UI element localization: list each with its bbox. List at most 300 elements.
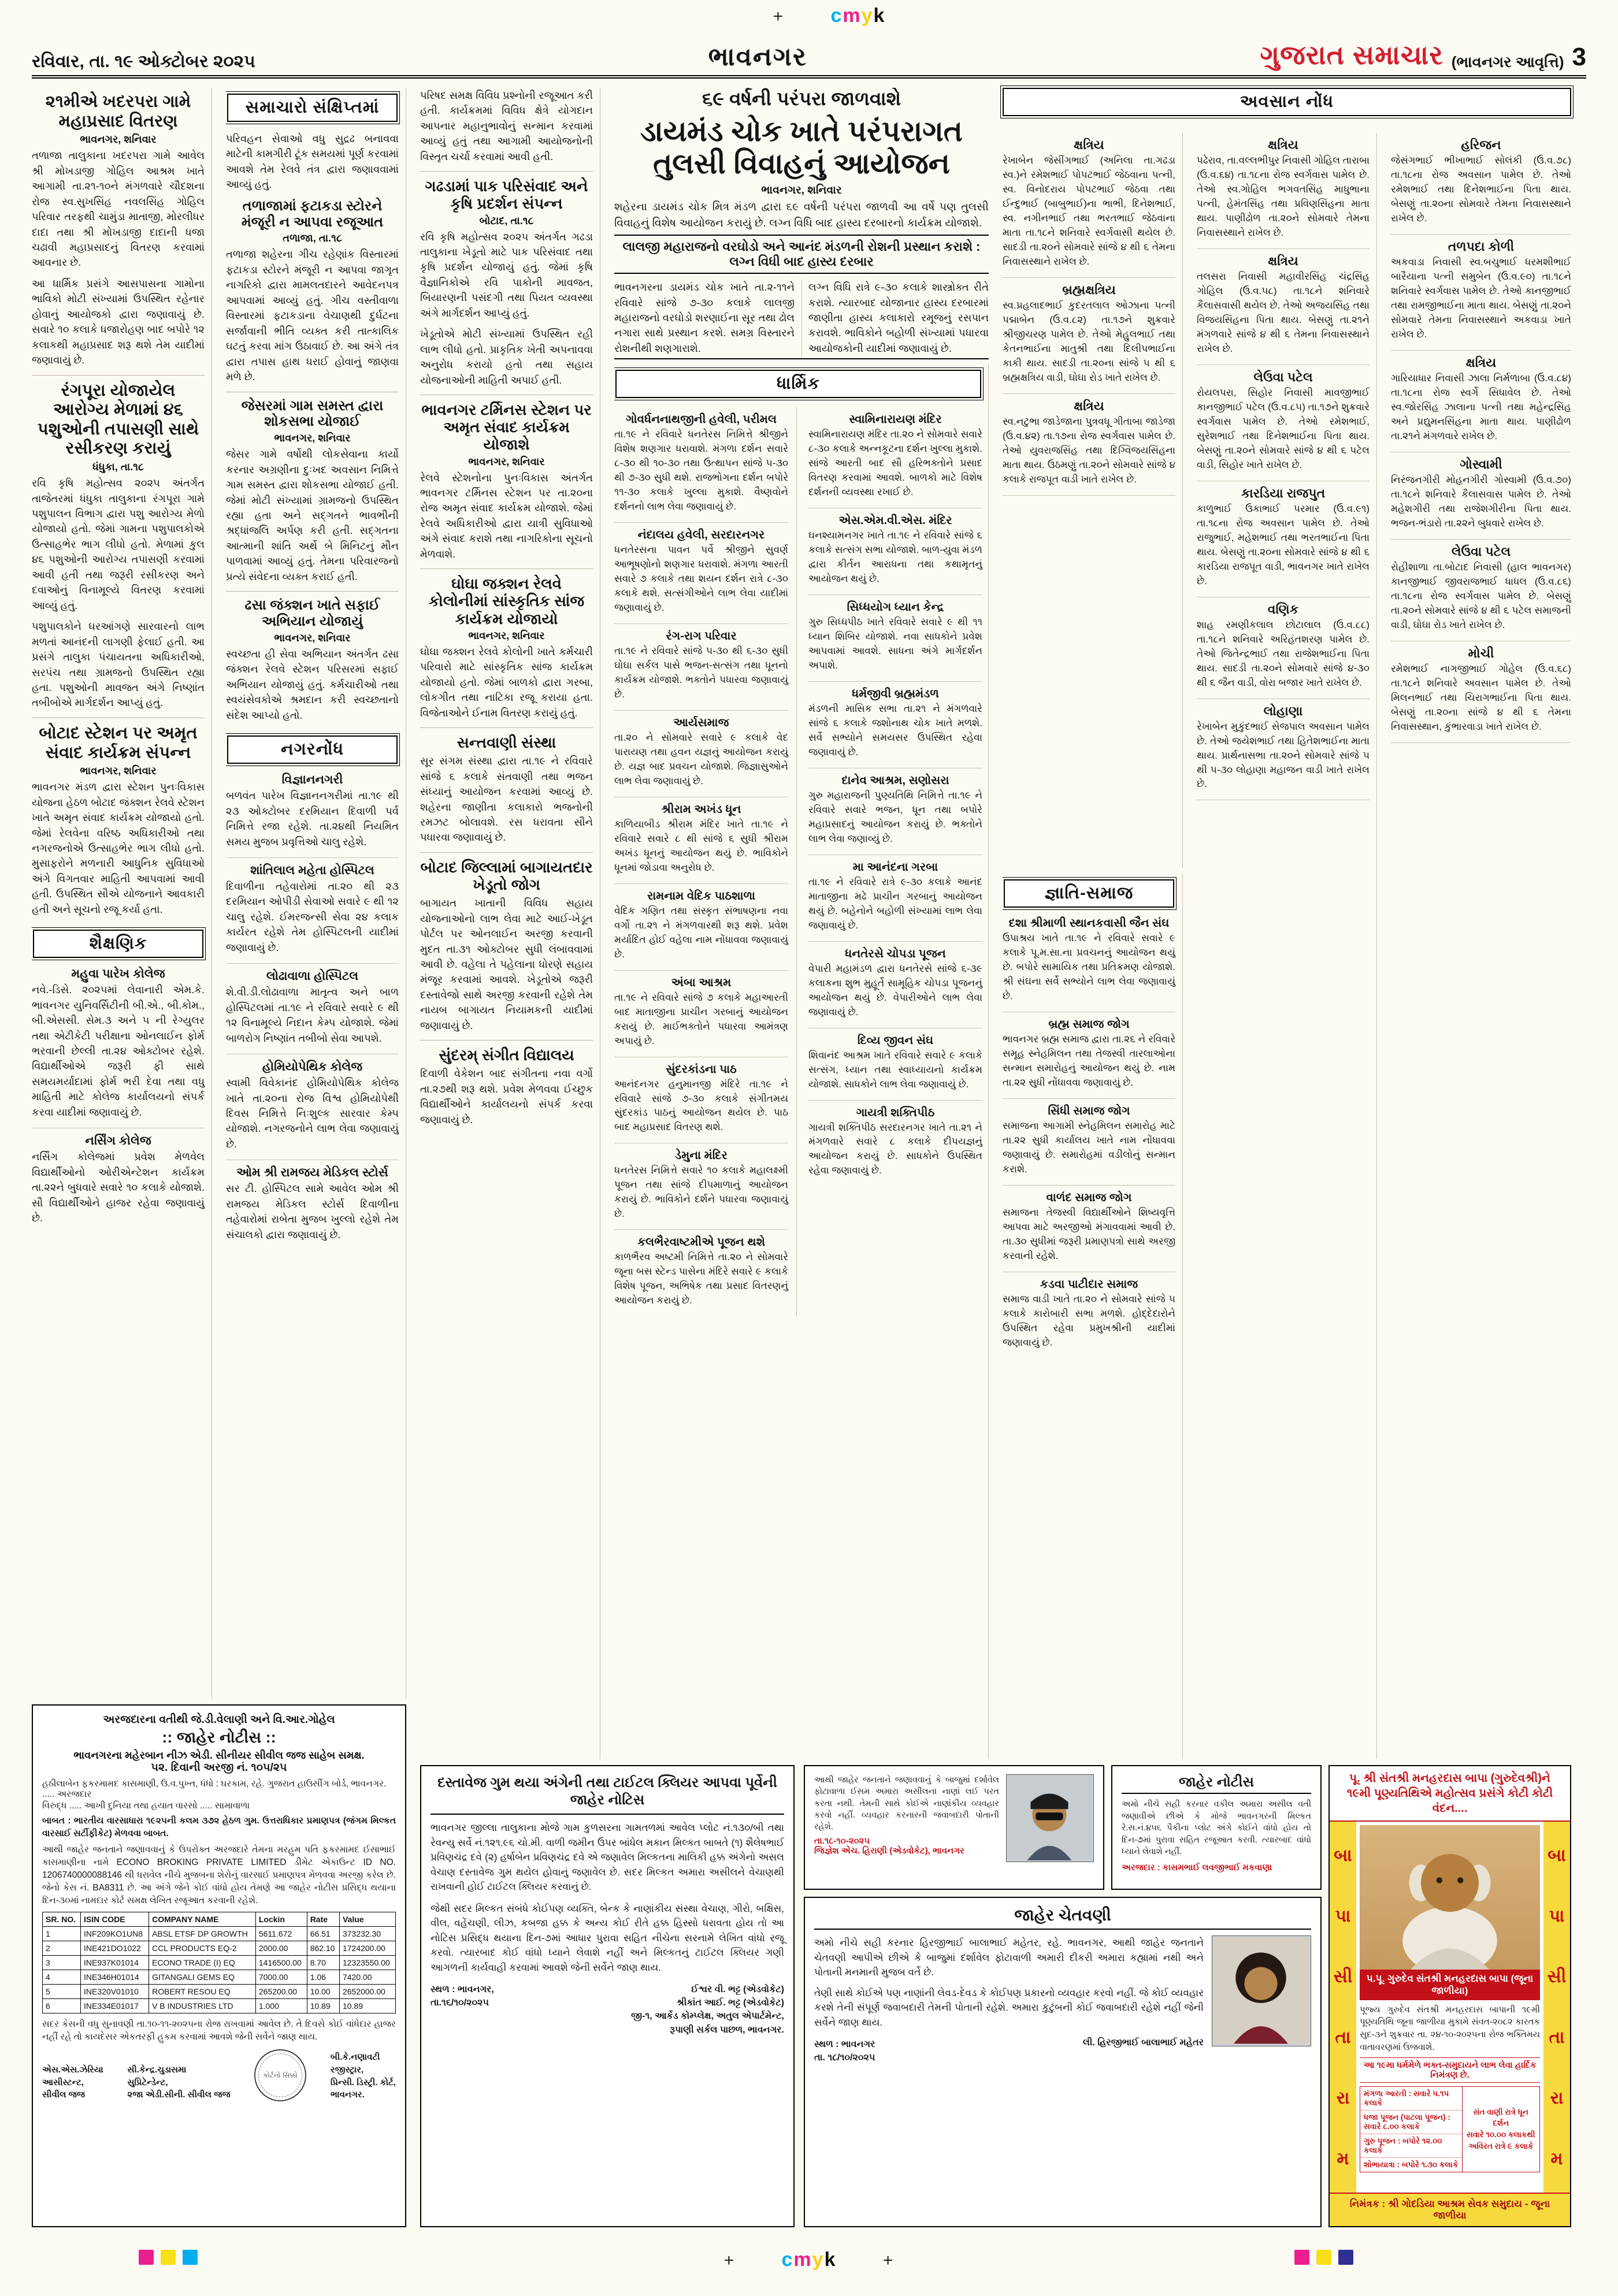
city-note-title: લોઢાવાળા હોસ્પિટલ xyxy=(266,969,359,983)
article-headline: બોટાદ સ્ટેશન પર અમૃત સંવાદ કાર્યક્રમ સંપન્ન xyxy=(39,723,198,762)
community-list xyxy=(1003,917,1175,1358)
shares-table-cell: 12323550.00 xyxy=(339,1956,395,1970)
obituary-item xyxy=(1197,602,1370,699)
shares-table-cell: V B INDUSTRIES LTD xyxy=(149,1999,256,2013)
brief-body: જેસર ગામે વર્ષોથી લોકસેવાના કાર્યો કરનાર અગ્રણીના દુઃખદ અવસાન નિમિત્તે ગામ સમસ્ત દ્વારા શોકસભા યોજાઈ હતી. જેમાં મોટી સંખ્યામાં ગ્રામજનો ઉપસ્થિત રહ્યા હતા અને સદ્ગતને ભાવભીની શ્રદ્ધાંજલિ અર્પણ કરી હતી. સદ્ગતના આત્માની શાંતિ અર્થે બે મિનિટનું મૌન પાળવામાં આવ્યું હતું. તેમના પરિવારજનો પ્રત્યે સંવેદના વ્યક્ત કરાઈ હતી. xyxy=(226,448,399,582)
article-headline: ગઢડામાં પાક પરિસંવાદ અને કૃષિ પ્રદર્શન સંપન્ન xyxy=(425,177,588,213)
shares-table-cell: 66.51 xyxy=(307,1927,339,1941)
section-header-education: શૈક્ષણિક xyxy=(33,930,203,958)
religion-notice-title: મા આનંદના ગરબા xyxy=(852,860,938,874)
ad-schedule-right xyxy=(1463,2087,1539,2172)
obituary-body: પઢેરાવ, તા.વલ્લભીપુર નિવાસી ગોહિલ તારાબા (ઉ.વ.૬૪) તા.૧૮ના રોજ સ્વર્ગવાસ પામેલ છે. તેઓ સ્વ.ગોહિલ ભગવતસિંહ માધુભાના પત્ની, હેમંતસિંહ તથા પ્રવિણસિંહના માતા થાય. પાણીઢોળ તા.૨૦ને સોમવારે તેમના નિવાસસ્થાને રાખેલ છે. xyxy=(1197,155,1370,238)
obituary-community: હરિજન xyxy=(1461,138,1501,152)
obituary-community: ગોસ્વામી xyxy=(1460,456,1502,471)
religion-notice-title: રામનામ વેદિક પાઠશાળા xyxy=(647,889,755,902)
article-paragraph: રવિ કૃષિ મહોત્સવ ૨૦૨૫ અંતર્ગત ગઢડા તાલુકાના ખેડૂતો માટે પાક પરિસંવાદ તથા કૃષિ પ્રદર્શન યોજાયું હતું. જેમાં કૃષિ વૈજ્ઞાનિકોએ રવિ પાકોની માવજત, બિયારણની પસંદગી તથા પિયત વ્યવસ્થા અંગે માર્ગદર્શન આપ્યું હતું. xyxy=(420,231,593,319)
shares-table-cell: INE421DO1022 xyxy=(81,1941,149,1956)
obituary-community: ક્ષત્રિય xyxy=(1268,138,1298,152)
memorial-advertisement xyxy=(1328,1765,1571,2227)
color-patch xyxy=(183,2250,198,2265)
shares-table-row xyxy=(43,1970,396,1985)
shares-table-cell: 10.89 xyxy=(307,1999,339,2013)
article-headline: સન્તવાણી સંસ્થા xyxy=(457,734,556,752)
obituary-body: સ્વ.નટુભા જાડેજાના પુત્રવધૂ ગીતાબા જાડેજા (ઉ.વ.૪૨) તા.૧૭ના રોજ સ્વર્ગવાસ પામેલ છે. તેઓ યુવરાજસિંહ તથા દિગ્વિજયસિંહના માતા થાય. ઉઠમણું તા.૨૦ને સોમવારે સાંજે ૪ કલાકે રાજપૂત વાડી ખાતે રાખેલ છે. xyxy=(1003,415,1175,485)
shares-table-row xyxy=(43,1985,396,1999)
feature-body xyxy=(614,280,989,359)
shares-table-cell: 5 xyxy=(43,1985,81,1999)
obituary-body: ગારિયાધાર નિવાસી ઝાલા નિર્મળાબા (ઉ.વ.૮૪) તા.૧૮ના રોજ સ્વર્ગે સિધાવેલ છે. તેઓ સ્વ.જોરસિંહ ઝાલાના પત્ની તથા મહેન્દ્રસિંહ અને પ્રદ્યુમનસિંહના માતા થાય. પાણીઢોળ તા.૨૧ને મંગળવારે રાખેલ છે. xyxy=(1391,372,1571,441)
community-notice xyxy=(1003,917,1175,1012)
community-notice-body: સમાજ વાડી ખાતે તા.૨૦ ને સોમવારે સાંજે ૫ કલાકે કારોબારી સભા મળશે. હોદ્દેદારોને ઉપસ્થિત રહેવા પ્રમુખશ્રીની યાદીમાં જણાવાયું છે. xyxy=(1003,1293,1175,1348)
section-header-community: જ્ઞાતિ-સમાજ xyxy=(1004,879,1174,908)
city-note-body: બળવંત પારેખ વિજ્ઞાનનગરીમાં તા.૧૯ થી ૨૩ ઓક્ટોબર દરમિયાન દિવાળી પર્વ નિમિત્તે રજા રહેશે. તા.૨૪થી નિયમિત સમય મુજબ પ્રવૃત્તિઓ ચાલુ રહેશે. xyxy=(226,790,399,848)
obituary-list xyxy=(1003,138,1175,496)
shares-table-cell: 862.10 xyxy=(307,1941,339,1956)
education-notice xyxy=(32,1134,205,1234)
woman-portrait-photo xyxy=(1212,1935,1311,2046)
strip-letter: સી xyxy=(1547,1967,1567,1986)
city-note-title: શાંતિલાલ મહેતા હોસ્પિટલ xyxy=(250,864,374,878)
community-notice-title: કડવા પાટીદાર સમાજ xyxy=(1040,1277,1138,1291)
shares-table-cell: 2 xyxy=(43,1941,81,1956)
religion-column-left xyxy=(614,407,797,1316)
religion-notice xyxy=(614,1236,788,1316)
obituary-item xyxy=(1391,457,1571,540)
city-note-title: ઓમ શ્રી રામજય મેડિકલ સ્ટોર્સ xyxy=(236,1166,388,1180)
religion-notice xyxy=(808,514,982,595)
article-dateline: ભાવનગર, શનિવાર xyxy=(80,133,157,146)
article-body xyxy=(420,753,593,845)
shares-table-row xyxy=(43,1956,396,1970)
news-article xyxy=(32,724,205,924)
signature-line: સીવીલ જજ xyxy=(42,2090,85,2100)
public-notice-heading: જાહેર નોટીસ xyxy=(1122,1774,1311,1794)
community-notice-title: દશા શ્રીમાળી સ્થાનકવાસી જૈન સંઘ xyxy=(1008,917,1170,930)
shares-table-cell: INE320V01010 xyxy=(81,1985,149,1999)
religion-notice-body: વેપારી મહામંડળ દ્વારા ધનતેરસે સાંજે ૬-૩૯ કલાકના શુભ મુહૂર્તે સામૂહિક ચોપડા પૂજનનું આયોજન થયું છે. વેપારીઓને લાભ લેવા જણાવાયું છે. xyxy=(808,963,982,1017)
article-headline: ૨૧મીએ ખદરપરા ગામે મહાપ્રસાદ વિતરણ xyxy=(45,92,191,131)
obituary-community: મોચી xyxy=(1468,645,1494,660)
religion-notice-title: દિવ્ય જીવન સંઘ xyxy=(857,1034,934,1047)
city-note-body: શે.વી.ડી.લોઢાવાળા માતૃત્વ અને બાળ હોસ્પિટલમાં તા.૧૯ ને રવિવારે સવારે ૯ થી ૧૨ વિનામૂલ્યે નિદાન કેમ્પ યોજાશે. જેમાં બાળરોગ નિષ્ણાંત તબીબો સેવા આપશે. xyxy=(226,986,399,1044)
community-notice-body: સમાજના આગામી સ્નેહમિલન સમારોહ માટે તા.૨૨ સુધી કાર્યાલય ખાતે નામ નોંધાવવા જણાવાયું છે. સમારોહમાં વડીલોનું સન્માન કરાશે. xyxy=(1003,1120,1175,1175)
obituary-item xyxy=(1003,283,1175,394)
ad-schedule-list xyxy=(1360,2087,1463,2172)
strip-letter: પા xyxy=(1335,1906,1351,1926)
news-article xyxy=(420,401,593,569)
strip-letter: બા xyxy=(1334,1845,1352,1865)
city-note xyxy=(226,773,399,858)
shares-table xyxy=(42,1912,396,2013)
shares-table-cell: 1.06 xyxy=(307,1970,339,1985)
shares-table-cell: INE937K01014 xyxy=(81,1956,149,1970)
photo-notice-signatory: જિજ્ઞેશ એચ. હિરાણી (એડવોકેટ), ભાવનગર xyxy=(814,1846,964,1856)
article-dateline: ભાવનગર, શનિવાર xyxy=(468,455,545,467)
color-patch xyxy=(1338,2250,1353,2265)
article-body xyxy=(420,229,593,388)
religion-notice xyxy=(614,976,788,1057)
article-body xyxy=(420,644,593,720)
photo-notice-text xyxy=(814,1774,999,1881)
obituary-item xyxy=(1197,486,1370,597)
religion-notice-title: ધર્મજીવી બ્રહ્મમંડળ xyxy=(852,687,939,700)
ad-invitation-line: આ ૧૯મા ધર્મમેળે ભક્ત-સમુદાયને લાભ લેવા હાર્દિક નિમંત્રણ છે. xyxy=(1360,2057,1540,2083)
article-headline: રંગપૂરા યોજાયેલ આરોગ્ય મેળામાં ૪૬ પશુઓની તપાસણી સાથે રસીકરણ કરાયું xyxy=(37,381,199,458)
photo-notice-date: તા.૧૮-૧૦-૨૦૨૫ xyxy=(814,1836,870,1847)
brief-article xyxy=(226,198,399,392)
community-notice xyxy=(1003,1191,1175,1272)
obituary-community: લેઉવા પટેલ xyxy=(1451,544,1511,559)
city-note xyxy=(226,1166,399,1250)
obituary-item xyxy=(1197,138,1370,249)
city-note-body: દિવાળીના તહેવારોમાં તા.૨૦ થી ૨૩ દરમિયાન ઓપીડી સેવાઓ સવારે ૯ થી ૧૨ ચાલુ રહેશે. ઈમરજન્સી સેવા ૨૪ કલાક કાર્યરત રહેશે તેમ હોસ્પિટલની યાદીમાં જણાવાયું છે. xyxy=(226,880,399,953)
section-header-briefs: સમાચારો સંક્ષિપ્તમાં xyxy=(227,94,398,122)
obituary-item xyxy=(1391,239,1571,351)
religion-notice-body: તા.૧૯ ને રવિવારે રાત્રે ૯-૩૦ કલાકે આનંદ માતાજીના મઢે પ્રાચીન ગરબાનું આયોજન થયું છે. બહેનોને બહોળી સંખ્યામાં લાભ લેવા જણાવાયું છે. xyxy=(808,876,982,931)
brief-body: તળાજા શહેરના ગીચ રહેણાંક વિસ્તારમાં ફટાકડા સ્ટોરને મંજૂરી ન આપવા જાગૃત નાગરિકો દ્વારા મામલતદારને આવેદનપત્ર આપવામાં આવ્યું હતું. ગીચ વસ્તીવાળા વિસ્તારમાં ફટાકડાના વેચાણથી દુર્ઘટના સર્જાવાની ભીતિ વ્યક્ત કરી તાત્કાલિક ઘટતું કરવા માંગ ઉઠાવાઈ છે. આ અંગે તંત્ર દ્વારા તપાસ હાથ ધરાઈ હોવાનું જાણવા મળે છે. xyxy=(226,248,399,383)
legal-signatures xyxy=(42,2049,396,2101)
feature-dateline: ભાવનગર, શનિવાર xyxy=(761,184,842,196)
religion-notice-title: સ્વામિનારાયણ મંદિર xyxy=(849,413,942,426)
obituary-body: તલસરા નિવાસી મહાવીરસિંહ ચંદ્રસિંહ ગોહિલ (ઉ.વ.૫૮) તા.૧૮ને શનિવારે કૈલાસવાસી થયેલ છે. તેઓ અજયસિંહ તથા વિજયસિંહના પિતા થાય. બેસણું તા.૨૧ને મંગળવારે સાંજે ૪ થી ૬ તેમના નિવાસસ્થાને રાખેલ છે. xyxy=(1197,270,1370,354)
page-header xyxy=(32,30,1586,79)
ad-header-line1: પૂ. શ્રી સંતશ્રી મનહરદાસ બાપા (ગુરુદેવશ્રી)ને xyxy=(1349,1772,1550,1785)
strip-letter: મ xyxy=(1550,2149,1563,2168)
section-header-city-notes: નગરનોંધ xyxy=(227,735,398,764)
title-clear-notice xyxy=(420,1765,795,2227)
religion-notice xyxy=(808,601,982,682)
strip-letter: તા xyxy=(1549,2027,1565,2047)
crop-mark-icon: + xyxy=(723,2251,736,2270)
religion-notice xyxy=(808,688,982,768)
brief-headline: તળાજામાં ફટાકડા સ્ટોરને મંજૂરી ન આપવા રજૂઆત xyxy=(241,198,384,230)
court-seal-icon: કોર્ટનો સિક્કો xyxy=(254,2049,306,2101)
city-note-body: સર ટી. હોસ્પિટલ સામે આવેલ ઓમ શ્રી રામજય મેડિકલ સ્ટોર્સ દિવાળીના તહેવારોમાં રાબેતા મુજબ ખુલ્લો રહેશે તેમ સંચાલકો દ્વારા જણાવાયું છે. xyxy=(226,1183,399,1240)
obituary-body: રેખાબેન મુકુંદભાઈ સેજપાલ અવસાન પામેલ છે. તેઓ જયેશભાઈ તથા હિતેશભાઈના માતા થાય. પ્રાર્થનાસભા તા.૨૦ને સોમવારે સાંજે ૫ થી ૫-૩૦ લોહાણા મહાજન વાડી ખાતે રાખેલ છે. xyxy=(1197,720,1370,790)
religion-notice-body: તા.૨૦ ને સોમવારે સવારે ૯ કલાકે વેદ પારાયણ તથા હવન યજ્ઞનું આયોજન કરાયું છે. યજ્ઞ બાદ પ્રવચન યોજાશે. જિજ્ઞાસુઓને લાભ લેવા જણાવાયું છે. xyxy=(614,731,788,786)
obituary-item xyxy=(1391,355,1571,452)
ad-body-text: પૂજ્ય ગુરુદેવ સંતશ્રી મનહરદાસ બાપાની ૧૯મી પૂણ્યતિથિ જૂના જાળીયા મુકામે સંવત-૨૦૮૨ કારતક સુદ-૩ને શુક્રવાર તા. ૨૪-૧૦-૨૦૨૫ના રોજ ભક્તિમય વાતાવરણમાં ઉજવાશે. xyxy=(1360,2004,1540,2052)
brief-headline: જેસરમાં ગામ સમસ્ત દ્વારા શોકસભા યોજાઈ xyxy=(241,397,384,430)
religion-notice xyxy=(808,1034,982,1101)
religion-columns xyxy=(614,407,982,1316)
news-article xyxy=(32,92,205,376)
shares-table-cell: INE334E01017 xyxy=(81,1999,149,2013)
legal-applicant: હઠીલાબેન ફકરમામદ કાસમાણી, ઉ.વ.પુખ્ત, ધંધો : ઘરકામ, રહે. ગુજરાત હાઉસીંગ બોર્ડ, ભાવનગર. ..... અરજદાર xyxy=(42,1779,387,1799)
community-notice-title: વાળંદ સમાજ જોગ xyxy=(1046,1191,1132,1204)
news-article xyxy=(420,575,593,728)
article-paragraph: રવિ કૃષિ મહોત્સવ ૨૦૨૫ અંતર્ગત તાજેતરમાં ધંધુકા તાલુકાના રંગપૂરા ગામે પશુપાલન વિભાગ દ્વારા પશુ આરોગ્ય મેળો યોજાયો હતો. જેમાં ગામના પશુપાલકોએ ઉત્સાહભેર ભાગ લીધો હતો. મેળામાં કુલ ૪૬ પશુઓની આરોગ્ય તપાસણી કરવામાં આવી હતી તથા જરૂરી રસીકરણ અને દવાઓનું વિનામૂલ્યે વિતરણ કરવામાં આવ્યું હતું. xyxy=(32,477,205,611)
religion-notice-body: ઘનશ્યામનગર ખાતે તા.૧૯ ને રવિવારે સાંજે ૬ કલાકે સત્સંગ સભા યોજાશે. બાળ-યુવા મંડળ દ્વારા કીર્તન આરાધના તથા કથામૃતનું આયોજન થયું છે. xyxy=(808,529,982,584)
shares-table-cell: ECONO TRADE (I) EQ xyxy=(149,1956,256,1970)
footer-line: તા. ૧૮/૧૦/૨૦૨૫ xyxy=(814,2053,875,2063)
article-list xyxy=(420,88,593,1134)
notice-footer xyxy=(431,1983,784,2037)
obituary-body: રમેશભાઈ નાગજીભાઈ ગોહેલ (ઉ.વ.૬૮) તા.૧૮ને શનિવારે અવસાન પામેલ છે. તેઓ મિલનભાઈ તથા ચિરાગભાઈના પિતા થાય. બેસણું તા.૨૦ના સાંજે ૪ થી ૬ તેમના નિવાસસ્થાન, કુંભારવાડા ખાતે રાખેલ છે. xyxy=(1391,663,1571,732)
legal-notice-title: :: જાહેર નોટીસ :: xyxy=(162,1729,276,1746)
obituary-community: કારડિયા રાજપુત xyxy=(1241,485,1326,500)
article-paragraph: તળાજા તાલુકાના ખદરપરા ગામે આવેલ શ્રી મોખડાજી ગોહિલ આશ્રમ ખાતે આગામી તા.૨૧-૧૦ને મંગળવારે ચૌદશના રોજ સ્વ.સુખસિંહ નવલસિંહ ગોહિલ પરિવાર તરફથી ચામુંડા માતાજી, મોરલીધર દાદા તથા શ્રી મોખડાજી દાદાની ધજા ચઢાવી મહાપ્રસાદનું વિતરણ કરવામાં આવનાર છે. xyxy=(32,150,205,269)
footer-line: ઈશ્વર વી. ભટ્ટ (એડવોકેટ) xyxy=(691,1985,784,1994)
shares-table-cell: CCL PRODUCTS EQ-2 xyxy=(149,1941,256,1956)
religion-notice xyxy=(808,1106,982,1187)
obituary-body: સ્વ.પ્રહલાદભાઈ કુદરતલાલ ઓઝાના પત્ની પદ્માબેન (ઉ.વ.૮૨) તા.૧૭ને શુક્રવારે શ્રીજીચરણ પામેલ છે. તેઓ મેહુલભાઈ તથા કેતનભાઈના માતુશ્રી તથા દિલીપભાઈના કાકી થાય. સાદડી તા.૨૦ના સાંજે ૫ થી ૬ બ્રહ્મક્ષત્રિય વાડી, ઘોઘા રોડ ખાતે રાખેલ છે. xyxy=(1003,299,1175,383)
public-warning-notice xyxy=(804,1897,1322,2227)
ad-center xyxy=(1356,1822,1543,2193)
obituary-community: વણિક xyxy=(1267,601,1299,616)
article-body xyxy=(420,88,593,164)
obituary-item xyxy=(1391,138,1571,235)
warning-signatory: લી. હિરજીભાઈ બાલાભાઈ મહેતર xyxy=(1082,2038,1204,2048)
color-patch xyxy=(1294,2250,1309,2265)
public-notice-small xyxy=(1111,1765,1322,1890)
ad-right-strip xyxy=(1543,1822,1570,2193)
article-body xyxy=(420,896,593,1033)
feature-article xyxy=(614,88,989,359)
signature-line: રજીસ્ટ્રાર, xyxy=(330,2064,364,2075)
education-notice-list xyxy=(32,967,205,1234)
obituary-item xyxy=(1391,646,1571,743)
obituary-body: નિરંજનગીરી મોહનગીરી ગોસ્વામી (ઉ.વ.૭૦) તા.૧૮ને શનિવારે કૈલાસવાસ પામેલ છે. તેઓ મહેશગીરી તથા રાજેશગીરીના પિતા થાય. ભજન-ભંડારો તા.૨૨ને બુધવારે રાખેલ છે. xyxy=(1391,474,1571,529)
cmyk-letter: c xyxy=(781,2249,794,2271)
signature-assistant xyxy=(42,2064,103,2101)
brief-article xyxy=(226,597,399,730)
masthead xyxy=(1260,39,1587,72)
cmyk-letter: m xyxy=(793,2249,812,2271)
religion-column-right xyxy=(808,407,982,1316)
religion-notice-body: મંડળની માસિક સભા તા.૨૧ ને મંગળવારે સાંજે ૬ કલાકે જશોનાથ ચોક ખાતે મળશે. સર્વે સભ્યોને સમયસર ઉપસ્થિત રહેવા જણાવાયું છે. xyxy=(808,703,982,757)
shares-table-body xyxy=(43,1927,396,2013)
religion-notice xyxy=(808,413,982,508)
obituary-body: શાહ રમણીકલાલ છોટાલાલ (ઉ.વ.૮૮) તા.૧૮ને શનિવારે અરિહંતશરણ પામેલ છે. તેઓ જિતેન્દ્રભાઈ તથા રાજેશભાઈના પિતા થાય. સાદડી તા.૨૦ને સોમવારે સાંજે ૪-૩૦ થી ૬ જૈન વાડી, વોરા બજાર ખાતે રાખેલ છે. xyxy=(1197,619,1370,688)
obituary-community: લોહાણા xyxy=(1263,703,1303,718)
brief-dateline: તળાજા, તા.૧૮ xyxy=(283,232,342,244)
shares-table-cell: 10.89 xyxy=(339,1999,395,2013)
cmyk-letter: c xyxy=(830,5,843,27)
ad-header xyxy=(1330,1766,1570,1822)
cmyk-mark xyxy=(782,2251,837,2270)
court-legal-notice xyxy=(32,1704,406,2227)
religion-notice xyxy=(614,1149,788,1230)
cmyk-letter: y xyxy=(812,2249,825,2271)
ad-photo-caption: પ.પૂ. ગુરુદેવ સંતશ્રી મનહરદાસ બાપા (જૂના જાળીયા) xyxy=(1360,1970,1540,2000)
legal-court-line: ભાવનગરના મહેરબાન નીઝ એડી. સીનીયર સીવીલ જજ સાહેબ સમક્ષ. xyxy=(73,1749,365,1761)
strip-letter: પા xyxy=(1549,1906,1565,1926)
footer-line: સ્થળ : ભાવનગર xyxy=(814,2039,875,2049)
city-note-body: સ્વામી વિવેકાનંદ હોમિયોપેથિક કોલેજ ખાતે તા.૨૦ના રોજ વિશ્વ હોમિયોપેથી દિવસ નિમિત્તે નિઃશુલ્ક સારવાર કેમ્પ યોજાશે. નગરજનોને લાભ લેવા જણાવાયું છે. xyxy=(226,1077,399,1150)
color-patch xyxy=(139,2250,154,2265)
religion-notice-body: ગાયત્રી શક્તિપીઠ સરદારનગર ખાતે તા.૨૧ ને મંગળવારે સવારે ૮ કલાકે દીપયજ્ઞનું આયોજન કરાયું છે. સાધકોને ઉપસ્થિત રહેવા જણાવાયું છે. xyxy=(808,1121,982,1176)
community-notice-body: ઉપાશ્રય ખાતે તા.૧૯ ને રવિવારે સવારે ૯ કલાકે પૂ.મ.સા.ના પ્રવચનનું આયોજન થયું છે. બપોરે સામાયિક તથા પ્રતિક્રમણ યોજાશે. શ્રી સંઘના સર્વે સભ્યોને લાભ લેવા જણાવાયું છે. xyxy=(1003,932,1175,1001)
shares-table-cell: 5611.672 xyxy=(255,1927,307,1941)
section-header-obituaries: અવસાન નોંધ xyxy=(1003,88,1571,116)
religion-notice-body: તા.૧૯ ને રવિવારે સાંજે ૭ કલાકે મહાઆરતી બાદ માતાજીના પ્રાચીન ગરબાનું આયોજન કરાયું છે. માઈભક્તોને પધારવા આમંત્રણ અપાયું છે. xyxy=(614,991,788,1046)
notice-advocates xyxy=(631,1983,784,2037)
religion-notice-body: ગુરુ મહારાજની પુણ્યતિથિ નિમિત્તે તા.૧૯ ને રવિવારે સવારે ભજન, ધૂન તથા બપોરે મહાપ્રસાદનું આયોજન કરાયું છે. ભક્તોને લાભ લેવા જણાવ્યું છે. xyxy=(808,789,982,844)
community-notice-title: સિંધી સમાજ જોગ xyxy=(1048,1104,1130,1117)
article-headline: બોટાદ જિલ્લામાં બાગાયતદાર ખેડૂતો જોગ xyxy=(420,858,593,894)
religion-notice-title: અંબા આશ્રમ xyxy=(671,976,732,989)
article-body xyxy=(32,148,205,367)
article-dateline: ભાવનગર, શનિવાર xyxy=(468,629,545,641)
religion-notice-title: શ્રીરામ અખંડ ધૂન xyxy=(661,803,741,816)
feature-kicker: ૬૯ વર્ષની પરંપરા જાળવાશે xyxy=(702,88,901,109)
religion-section xyxy=(614,364,989,1759)
shares-table-cell: 1.000 xyxy=(255,1999,307,2013)
obituary-item xyxy=(1391,544,1571,641)
signature-line: ૨જા એડી.સીની. સીવીલ જજ xyxy=(127,2090,231,2100)
religion-notice xyxy=(614,1063,788,1144)
religion-notice-title: નંદાલય હવેલી, સરદારનગર xyxy=(637,528,765,541)
shares-table-cell: 7420.00 xyxy=(339,1970,395,1985)
religion-notice-body: શિવાનંદ આશ્રમ ખાતે રવિવારે સવારે ૯ કલાકે સત્સંગ, ધ્યાન તથા સ્વાધ્યાયનો કાર્યક્રમ યોજાશે. સાધકોને લાભ લેવા જણાવાયું છે. xyxy=(808,1049,982,1090)
religion-notice-title: ધનતેરસે ચોપડા પૂજન xyxy=(845,947,946,960)
signature-line: પ્રિન્સી. ડિસ્ટ્રી. કોર્ટ, xyxy=(330,2077,396,2087)
obituary-item xyxy=(1197,704,1370,801)
signature-superintendent xyxy=(127,2064,230,2101)
feature-paragraph: ભાવનગરના ડાયમંડ ચોક ખાતે તા.૨-૧૧ને રવિવારે સાંજે ૭-૩૦ કલાકે લાલજી મહારાજનો વરઘોડો શરણાઈના સૂર તથા ઢોલ નગારા સાથે પ્રસ્થાન કરશે. સમગ્ર વિસ્તારને રોશનીથી શણગારાશે. xyxy=(614,281,795,354)
religion-notice-body: ધનતેરસ નિમિત્તે સવારે ૧૦ કલાકે મહાલક્ષ્મી પૂજન તથા સાંજે દીપમાળાનું આયોજન કરાયું છે. ભાવિકોને દર્શને પધારવા જણાવાયું છે. xyxy=(614,1165,788,1220)
title-clear-paragraph: ભાવનગર જીલ્લા તાલુકાના મોજે ગામ કુળસરના ગામતળમાં આવેલ પ્લોટ નં.૧૩૦/બી તથા રેવન્યુ સર્વે નં.૧૨૧.૯૬ ચો.મી. વાળી જમીન ઉપર બાંધેલ મકાન મિલ્કત બાબતે (૧) શૈલેષભાઈ પ્રવિણચંદ્ર દવે (૨) હર્ષાબેન પ્રવિણચંદ્ર દવે એ જણાવેલ મિલ્કતના માલિકી હક્ક અંગેનો અસલ વેચાણ દસ્તાવેજ ગુમ થયેલ હોવાનું જણાવેલ છે. સદર મિલ્કત અમારા અસીલને વેચાણથી રાખવાની હોઈ ટાઈટલ ક્લિયર કરવાનું છે. xyxy=(431,1822,784,1892)
legal-case-number: ૫૨. દિવાની અરજી નં. ૧૦૫/૨૫ xyxy=(151,1762,287,1774)
warning-paragraph: તેણી સાથે કોઈએ પણ નાણાંની લેવડ-દેવડ કે કોઈપણ પ્રકારનો વ્યવહાર કરવો નહીં. જે કોઈ વ્યવહાર કરશે તેની સંપૂર્ણ જવાબદારી તેમની પોતાની રહેશે. અમારા કુટુંબની કોઈ જવાબદારી રહેશે નહીં જેની સર્વેને જાણ થાય. xyxy=(814,1987,1204,2028)
article-paragraph: ભાવનગર મંડળ દ્વારા સ્ટેશન પુનઃવિકાસ યોજના હેઠળ બોટાદ જંક્શન રેલવે સ્ટેશન ખાતે અમૃત સંવાદ કાર્યક્રમ યોજાયો હતો. જેમાં રેલવેના વરિષ્ઠ અધિકારીઓ તથા નગરજનોએ ઉત્સાહભેર ભાગ લીધો હતો. મુસાફરોને મળનારી આધુનિક સુવિધાઓ અંગે વિગતવાર માહિતી આપવામાં આવી હતી. ઉપસ્થિત સૌએ યોજનાને આવકારી હતી અને સૂચનો રજૂ કર્યા હતા. xyxy=(32,781,205,915)
ad-schedule-row: મંગળા આરતી : સવારે ૫.૧૫ કલાકે xyxy=(1360,2087,1462,2111)
footer-line: જી-૧, આર્કેડ કોમ્પ્લેક્ષ, અતુલ એપાર્ટમેન્ટ, xyxy=(631,2011,784,2022)
edition-title: ભાવનગર xyxy=(708,43,807,71)
color-calibration-right xyxy=(1294,2250,1360,2268)
obituary-community: ક્ષત્રિય xyxy=(1074,398,1104,413)
obituary-community: ક્ષત્રિય xyxy=(1268,253,1298,268)
community-notice xyxy=(1003,1018,1175,1099)
shares-table-header-cell: Value xyxy=(339,1912,395,1927)
ad-middle xyxy=(1330,1822,1570,2193)
edition-note: (ભાવનગર આવૃત્તિ) xyxy=(1451,53,1564,70)
community-section xyxy=(1003,874,1183,1759)
shares-table-cell: INF209KO1UN8 xyxy=(81,1927,149,1941)
obituary-body: કાળુભાઈ ઉકાભાઈ પરમાર (ઉ.વ.૯૧) તા.૧૮ના રોજ અવસાન પામેલ છે. તેઓ રાજુભાઈ, મહેશભાઈ તથા ભરતભાઈના પિતા થાય. બેસણું તા.૨૦ના સોમવારે સાંજે ૪ થી ૬ કારડિયા રાજપૂત વાડી, ભાવનગર ખાતે રાખેલ છે. xyxy=(1197,503,1370,586)
signature-line: સી.કેન્દ્ર.ચુડાસમા xyxy=(127,2064,187,2075)
community-notice-body: સમાજના તેજસ્વી વિદ્યાર્થીઓને શિષ્યવૃત્તિ આપવા માટે અરજીઓ મંગાવવામાં આવી છે. તા.૩૦ સુધીમાં જરૂરી પ્રમાણપત્રો સાથે અરજી કરવાની રહેશે. xyxy=(1003,1206,1175,1261)
crop-mark-icon: + xyxy=(773,7,785,26)
religion-notice-title: કલભૈરવાષ્ટમીએ પૂજન થશે xyxy=(637,1236,765,1249)
brief-body: સ્વચ્છતા હી સેવા અભિયાન અંતર્ગત ઢસા જંક્શન રેલવે સ્ટેશન પરિસરમાં સફાઈ અભિયાન યોજાયું હતું. કર્મચારીઓ તથા સ્વયંસેવકોએ શ્રમદાન કરી સ્વચ્છતાનો સંદેશ આપ્યો હતો. xyxy=(226,648,399,721)
strip-letter: બા xyxy=(1548,1845,1566,1865)
continuation-paragraph: પરિવહન સેવાઓ વધુ સુદ્રઢ બનાવવા માટેની કામગીરી ટૂંક સમયમાં પૂર્ણ કરવામાં આવશે તેમ રેલવે તંત્ર દ્વારા જણાવવામાં આવ્યું હતું. xyxy=(226,133,399,191)
obituary-list xyxy=(1391,138,1571,743)
obituary-body: રોહીશાળા તા.બોટાદ નિવાસી (હાલ ભાવનગર) કાનજીભાઈ જીવરાજભાઈ ધાધલ (ઉ.વ.૮૬) તા.૧૮ના રોજ સ્વર્ગવાસ પામેલ છે. બેસણું તા.૨૦ને સોમવારે સાંજે ૪ થી ૬ પટેલ સમાજની વાડી, ઘોઘા રોડ ખાતે રાખેલ છે. xyxy=(1391,561,1571,630)
legal-advocates-line: અરજદારના વતીથી જે.ડી.વેલાણી અને વિ.આર.ગોહેલ xyxy=(103,1714,335,1726)
religion-notice-title: સુંદરકાંડના પાઠ xyxy=(666,1062,737,1076)
footer-line: સ્થળ : ભાવનગર, xyxy=(431,1985,494,1994)
article-paragraph: રેલવે સ્ટેશનોના પુનઃવિકાસ અંતર્ગત ભાવનગર ટર્મિનસ સ્ટેશન પર તા.૨૦ના રોજ અમૃત સંવાદ કાર્યક્રમ યોજાશે. જેમાં રેલવે અધિકારીઓ દ્વારા યાત્રી સુવિધાઓ અંગે સંવાદ કરાશે તથા નાગરિકોના સૂચનો મેળવાશે. xyxy=(420,471,593,560)
shares-table-cell: ABSL ETSF DP GROWTH xyxy=(149,1927,256,1941)
obituary-body: અકવાડા નિવાસી સ્વ.બચુભાઈ ધરમશીભાઈ બારૈયાના પત્ની સમુબેન (ઉ.વ.૯૦) તા.૧૮ને શનિવારે સ્વર્ગવાસ પામેલ છે. તેઓ કાનજીભાઈ તથા રામજીભાઈના માતા થાય. બેસણું તા.૨૦ને સોમવારે તેમના નિવાસસ્થાને અકવાડા ખાતે રાખેલ છે. xyxy=(1391,256,1571,340)
strip-letter: તા xyxy=(1335,2027,1351,2047)
article-paragraph: ખેડૂતોએ મોટી સંખ્યામાં ઉપસ્થિત રહી લાભ લીધો હતો. પ્રાકૃતિક ખેતી અપનાવવા અનુરોધ કરાયો હતો તથા સહાય યોજનાઓની માહિતી અપાઈ હતી. xyxy=(420,328,593,386)
shares-table-cell: 2000.00 xyxy=(255,1941,307,1956)
news-article xyxy=(420,177,593,395)
ad-schedule-row: ધજા પૂજન (પાટલા પૂજન) : સવારે ૮.૦૦ કલાકે xyxy=(1360,2111,1462,2134)
notice-title: મહુવા પારેખ કોલેજ xyxy=(71,967,165,981)
religion-notice xyxy=(614,890,788,971)
saint-photo xyxy=(1360,1825,1540,1970)
obituary-community: ક્ષત્રિય xyxy=(1074,138,1104,152)
religion-notice-title: દાનેવ આશ્રમ, સણોસરા xyxy=(841,774,949,787)
community-notice-body: ભાવનગર બ્રહ્મ સમાજ દ્વારા તા.૨૬ ને રવિવારે સમૂહ સ્નેહમિલન તથા તેજસ્વી તારલાઓના સન્માન સમારોહનું આયોજન થયું છે. નામ તા.૨૨ સુધી નોંધાવવા જણાવાયું છે. xyxy=(1003,1033,1175,1088)
obituary-community: ક્ષત્રિય xyxy=(1465,355,1497,370)
title-clear-paragraph: જેથી સદર મિલ્કત સંબંધે કોઈપણ વ્યક્તિ, બેન્ક કે નાણાંકીય સંસ્થા વેચાણ, ગીરો, બક્ષિસ, વીલ, વહેંચણી, લીઝ, કબજા હક્ક કે અન્ય કોઈ રીતે હક્ક હિસ્સો ધરાવતા હોય તો આ નોટિસ પ્રસિદ્ધ થયાના દિન-૭માં આધાર પુરાવા સહિત નીચેના સરનામે લેખિત વાંધો રજૂ કરવો. ત્યારબાદ કોઈ વાંધો ધ્યાને લેવાશે નહીં અને મિલ્કતનું ટાઈટલ ક્લિયર ગણી આગળની કાર્યવાહી કરવામાં આવશે જેની સર્વેને જાણ થાય. xyxy=(431,1903,784,1973)
ad-footer: નિમંત્રક : શ્રી ગોદડિયા આશ્રમ સેવક સમુદાય - જૂના જાળીયા xyxy=(1330,2193,1570,2226)
obituary-item xyxy=(1197,254,1370,365)
shares-table-header-cell: SR. NO. xyxy=(43,1912,81,1927)
article-paragraph: પશુપાલકોને ઘરઆંગણે સારવારનો લાભ મળતાં આનંદની લાગણી ફેલાઈ હતી. આ પ્રસંગે તાલુકા પંચાયતના અધિકારીઓ, સરપંચ તથા ગ્રામજનો ઉપસ્થિત રહ્યા હતા. પશુઓની માવજત અંગે નિષ્ણાંત તબીબોએ માર્ગદર્શન આપ્યું હતું. xyxy=(32,621,205,709)
article-paragraph: પરિષદ સમક્ષ વિવિધ પ્રશ્નોની રજૂઆત કરી હતી. કાર્યક્રમમાં વિવિધ ક્ષેત્રે યોગદાન આપનાર મહાનુભાવોનું સન્માન કરવામાં આવ્યું હતું તથા આગામી આયોજનોની વિસ્તૃત ચર્ચા કરવામાં આવી હતી. xyxy=(420,90,593,162)
article-paragraph: ઘોઘા જક્શન રેલવે કોલોની ખાતે કર્મચારી પરિવારો માટે સાંસ્કૃતિક સાંજ કાર્યક્રમ યોજાયો હતો. જેમાં બાળકો દ્વારા ગરબા, લોકગીત તથા નાટિકા રજૂ કરાયા હતા. વિજેતાઓને ઈનામ વિતરણ કરાયું હતું. xyxy=(420,645,593,719)
man-portrait-photo xyxy=(1006,1774,1094,1862)
signature-line: સુપ્રિટેન્ડેન્ટ, xyxy=(127,2077,168,2087)
ad-schedule-right-line: સવારે ૧૦.૦૦ કલાકથી xyxy=(1466,2130,1535,2139)
ad-schedule-row: ગુરુ પૂજન : બપોરે ૧૨.૦૦ કલાકે xyxy=(1360,2134,1462,2158)
cmyk-letter: y xyxy=(861,5,874,27)
strip-letter: સી xyxy=(1333,1967,1353,1986)
print-registration-top xyxy=(0,5,1618,27)
article-dateline: ભાવનગર, શનિવાર xyxy=(80,765,157,777)
column-b xyxy=(226,88,406,1699)
shares-table-cell: 1416500.00 xyxy=(255,1956,307,1970)
religion-notice-title: એસ.એમ.વી.એસ. મંદિર xyxy=(838,514,952,527)
feature-lead: શહેરના ડાયમંડ ચોક મિત્ર મંડળ દ્વારા ૬૯ વર્ષની પરંપરા જાળવી આ વર્ષે પણ તુલસી વિવાહનું વિશેષ આયોજન કરાયું છે. લગ્ન વિધિ બાદ હાસ્ય દરબારનો કાર્યક્રમ યોજાશે. xyxy=(614,201,989,229)
news-article xyxy=(420,88,593,172)
footer-line: રૂપાણી સર્કલ પાછળ, ભાવનગર. xyxy=(670,2024,784,2035)
community-notice xyxy=(1003,1278,1175,1358)
shares-table-cell: 1 xyxy=(43,1927,81,1941)
title-clear-notice-heading: દસ્તાવેજ ગુમ થયા અંગેની તથા ટાઈટલ ક્લિયર આપવા પૂર્વેની જાહેર નોટિસ xyxy=(431,1774,784,1815)
masthead-title: ગુજરાત સમાચાર xyxy=(1260,40,1443,70)
religion-notice-body: ગુરુ સિધ્ધપીઠ ખાતે રવિવારે સવારે ૯ થી ૧૧ ધ્યાન શિબિર યોજાશે. નવા સાધકોને પ્રવેશ આપવામાં આવશે. સાધના અંગે માર્ગદર્શન અપાશે. xyxy=(808,616,982,671)
religion-notice-body: ધનતેરસના પાવન પર્વે શ્રીજીને સુવર્ણ આભૂષણોનો શણગાર ધરાવાશે. મંગળા આરતી સવારે ૭ કલાકે તથા શયન દર્શન રાત્રે ૮-૩૦ કલાકે થશે. સત્સંગીઓને લાભ લેવા યાદીમાં જણાવાયું છે. xyxy=(614,544,788,613)
city-note xyxy=(226,864,399,964)
warning-heading: જાહેર ચેતવણી xyxy=(814,1906,1311,1930)
ad-left-strip xyxy=(1330,1822,1356,2193)
shares-table-header-cell: Lockin xyxy=(255,1912,307,1927)
shares-table-cell: 3 xyxy=(43,1956,81,1970)
warning-place-date xyxy=(814,2038,875,2064)
city-note-title: વિજ્ઞાનનગરી xyxy=(281,773,343,787)
religion-notice-title: ગાયત્રી શક્તિપીઠ xyxy=(856,1106,935,1119)
article-headline: ભાવનગર ટર્મિનસ સ્ટેશન પર અમૃત સંવાદ કાર્યક્રમ યોજાશે xyxy=(421,401,592,454)
footer-line: તા.૧૬/૧૦/૨૦૨૫ xyxy=(431,1998,489,2008)
notice-body: નર્સિંગ કોલેજમાં પ્રવેશ મેળવેલ વિદ્યાર્થીઓનો ઓરીએન્ટેશન કાર્યક્રમ તા.૨૨ને બુધવારે સવારે ૧૦ કલાકે યોજાશે. સૌ વિદ્યાર્થીઓને હાજર રહેવા જણાવાયું છે. xyxy=(32,1151,205,1224)
signature-line: બી.કે.નણાવટી xyxy=(330,2052,380,2062)
article-body xyxy=(420,470,593,562)
religion-notice-body: કાળભૈરવ અષ્ટમી નિમિત્તે તા.૨૦ ને સોમવારે જૂના બસ સ્ટેન્ડ પાસેના મંદિરે સવારે ૯ કલાકે વિશેષ પૂજન, અભિષેક તથા પ્રસાદ વિતરણનું આયોજન કરાયું છે. xyxy=(614,1251,788,1306)
photo-notice-paragraph: આથી જાહેર જનતાને જણાવવાનું કે બાજુમાં દર્શાવેલ ફોટાવાળા ઈસમ અમારા અસીલના નાણાં લઈ પરત કરતા નથી. તેમની સાથે કોઈએ નાણાંકીય વ્યવહાર કરવો નહીં. વ્યવહાર કરનારની જવાબદારી પોતાની રહેશે. xyxy=(814,1775,999,1832)
article-list xyxy=(32,92,205,924)
warning-footer xyxy=(814,2038,1204,2064)
color-patch xyxy=(1316,2250,1331,2265)
signature-line: ભાવનગર. xyxy=(330,2090,365,2100)
strip-letter: રા xyxy=(1336,2088,1350,2108)
religion-notice-body: તા.૧૯ ને રવિવારે સાંજે ૫-૩૦ થી ૬-૩૦ સુધી ઘોઘા સર્કલ પાસે ભજન-સત્સંગ તથા ધૂનનો કાર્યક્રમ યોજાશે. ભક્તોને પધારવા જણાવાયું છે. xyxy=(614,645,788,700)
feature-paragraph: લગ્ન વિધિ રાત્રે ૯-૩૦ કલાકે શાસ્ત્રોક્ત રીતે કરાશે. ત્યારબાદ યોજાનાર હાસ્ય દરબારમાં જાણીતા હાસ્ય કલાકારો રમૂજનું રસપાન કરાવશે. ભાવિકોને બહોળી સંખ્યામાં પધારવા આયોજકોની યાદીમાં જણાવાયું છે. xyxy=(808,281,989,354)
religion-notice-body: આનંદનગર હનુમાનજી મંદિરે તા.૧૯ ને રવિવારે સાંજે ૭-૩૦ કલાકે સંગીતમય સુંદરકાંડ પાઠનું આયોજન થયેલ છે. પાઠ બાદ મહાપ્રસાદ વિતરણ થશે. xyxy=(614,1078,788,1133)
cmyk-letter: m xyxy=(843,5,862,27)
obituary-body: રોયલપરા, સિહોર નિવાસી માવજીભાઈ કાનજીભાઈ પટેલ (ઉ.વ.૮૫) તા.૧૭ને શુક્રવારે સ્વર્ગવાસ પામેલ છે. તેઓ રમેશભાઈ, સુરેશભાઈ તથા દિનેશભાઈના પિતા થાય. બેસણું તા.૨૦ને સોમવારે સાંજે ૪ થી ૬ પટેલ વાડી, સિહોર ખાતે રાખેલ છે. xyxy=(1197,387,1370,470)
shares-table-header-row xyxy=(43,1912,396,1927)
religion-notice-title: ડેમુના મંદિર xyxy=(675,1149,728,1162)
religion-notice xyxy=(614,413,788,523)
